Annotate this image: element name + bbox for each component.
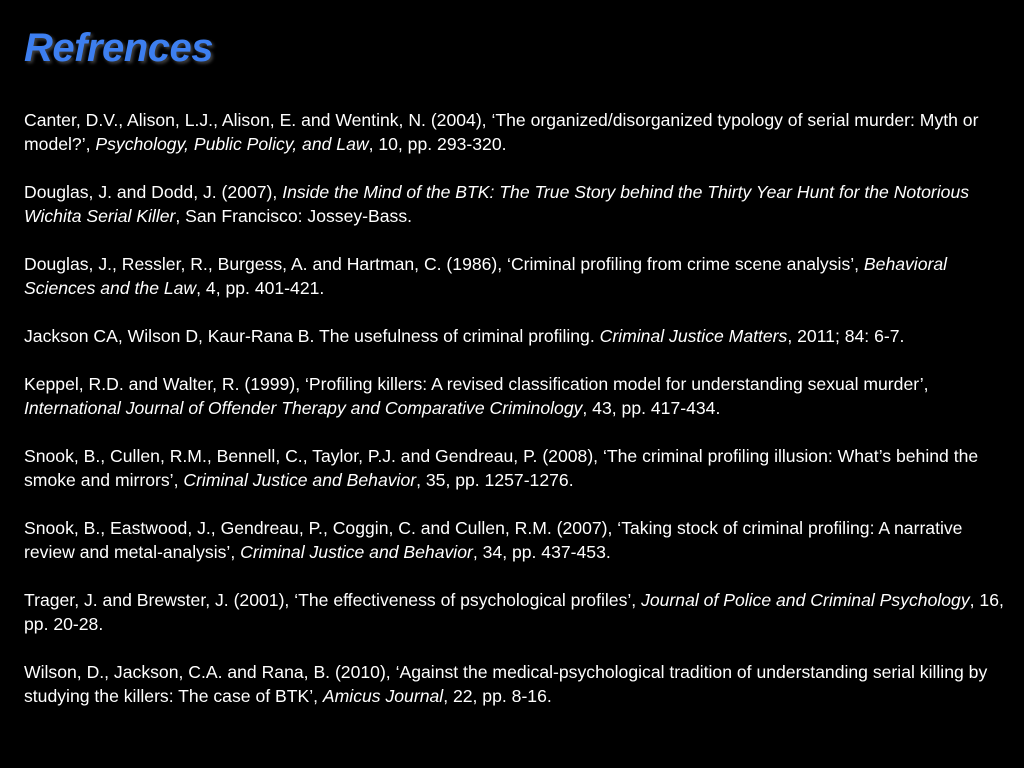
reference-item [24, 516, 1004, 564]
reference-source: Amicus Journal [322, 686, 444, 706]
reference-text: Canter, D.V., Alison, L.J., Alison, E. and Wentink, N. (2004), ‘The organized/disorganized typology of serial murder: Myth or model?’, [24, 110, 979, 154]
reference-details: , 10, pp. 293-320. [368, 134, 507, 154]
reference-text: Snook, B., Eastwood, J., Gendreau, P., Coggin, C. and Cullen, R.M. (2007), ‘Taking stock of criminal profiling: A narrative review and metal-analysis’, [24, 518, 963, 562]
reference-source: Criminal Justice and Behavior [183, 470, 417, 490]
reference-source: Criminal Justice Matters [599, 326, 788, 346]
reference-details: , 22, pp. 8-16. [443, 686, 552, 706]
reference-item [24, 324, 1004, 348]
reference-item [24, 660, 1004, 708]
reference-text: Jackson CA, Wilson D, Kaur-Rana B. The usefulness of criminal profiling. [24, 326, 600, 346]
reference-text: Wilson, D., Jackson, C.A. and Rana, B. (2010), ‘Against the medical-psychological tradition of understanding serial killing by studying the killers: The case of BTK’, [24, 662, 988, 706]
reference-list [24, 108, 1004, 708]
reference-item [24, 588, 1004, 636]
reference-text: Keppel, R.D. and Walter, R. (1999), ‘Profiling killers: A revised classification model for understanding sexual murder’, [24, 374, 929, 394]
reference-source: Criminal Justice and Behavior [240, 542, 473, 562]
reference-item [24, 372, 1004, 420]
reference-item [24, 108, 1004, 156]
reference-source: International Journal of Offender Therapy and Comparative Criminology [24, 398, 583, 418]
reference-details: , 16, pp. 20-28. [24, 590, 1004, 634]
reference-text: Douglas, J. and Dodd, J. (2007), [24, 182, 283, 202]
reference-item [24, 252, 1004, 300]
reference-details: , 2011; 84: 6-7. [787, 326, 905, 346]
reference-details: , 4, pp. 401-421. [196, 278, 325, 298]
reference-source: Inside the Mind of the BTK: The True Story behind the Thirty Year Hunt for the Notorious Wichita Serial Killer [24, 182, 970, 226]
reference-source: Psychology, Public Policy, and Law [95, 134, 369, 154]
reference-text: Snook, B., Cullen, R.M., Bennell, C., Taylor, P.J. and Gendreau, P. (2008), ‘The criminal profiling illusion: What’s behind the smoke and mirrors’, [24, 446, 979, 490]
reference-source: Behavioral Sciences and the Law [24, 254, 948, 298]
reference-details: , 43, pp. 417-434. [582, 398, 721, 418]
reference-item [24, 180, 1004, 228]
slide-title: Refrences [24, 26, 213, 70]
reference-details: , 35, pp. 1257-1276. [416, 470, 574, 490]
reference-text: Trager, J. and Brewster, J. (2001), ‘The effectiveness of psychological profiles’, [24, 590, 642, 610]
reference-details: , 34, pp. 437-453. [472, 542, 611, 562]
reference-source: Journal of Police and Criminal Psychology [641, 590, 970, 610]
reference-text: Douglas, J., Ressler, R., Burgess, A. and Hartman, C. (1986), ‘Criminal profiling from crime scene analysis’, [24, 254, 864, 274]
reference-item [24, 444, 1004, 492]
reference-details: , San Francisco: Jossey-Bass. [175, 206, 413, 226]
